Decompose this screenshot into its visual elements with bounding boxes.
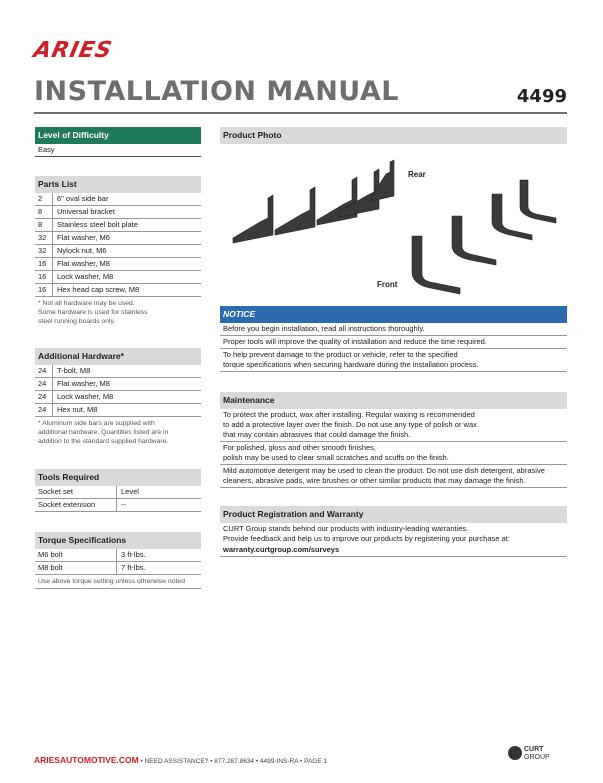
difficulty-section bbox=[35, 127, 201, 157]
registration-section bbox=[220, 506, 567, 557]
page-title: INSTALLATION MANUAL bbox=[34, 76, 399, 107]
cell-second: 7 ft-lbs. bbox=[116, 562, 198, 574]
warranty-link[interactable]: warranty.curtgroup.com/surveys bbox=[220, 545, 567, 557]
footer-site-link[interactable]: ARIESAUTOMOTIVE.COM bbox=[34, 755, 139, 765]
curt-logo-icon bbox=[508, 746, 522, 760]
cell-second: -- bbox=[116, 499, 198, 511]
cell-second: Lock washer, M8 bbox=[52, 391, 198, 403]
cell-second: Universal bracket bbox=[52, 206, 198, 218]
registration-heading: Product Registration and Warranty bbox=[220, 506, 567, 523]
cell-second: Stainless steel bolt plate bbox=[52, 219, 198, 231]
cell-first: 24 bbox=[38, 405, 47, 414]
product-photo-section bbox=[220, 127, 567, 309]
maintenance-paragraph: To protect the product, wax after installing. Regular waxing is recommended to add a protective layer over the finish. Do not use any type of polish or wax that may contain abrasives that could damage the finish. bbox=[220, 409, 567, 442]
cell-first: 24 bbox=[38, 366, 47, 375]
table-row bbox=[35, 193, 201, 206]
table-row bbox=[35, 271, 201, 284]
curt-brand-bottom: GROUP bbox=[524, 754, 550, 761]
cell-second: Nylock nut, M6 bbox=[52, 245, 198, 257]
torque-note: Use above torque setting unless otherwise noted bbox=[35, 575, 201, 589]
registration-text: CURT Group stands behind our products with industry-leading warranties. Provide feedback and help us to improve our products by registering your purchase at: bbox=[223, 524, 510, 543]
cell-first: 16 bbox=[38, 259, 47, 268]
front-label: Front bbox=[377, 280, 398, 289]
table-row bbox=[35, 284, 201, 297]
bracket-photo bbox=[220, 144, 567, 304]
cell-first: 2 bbox=[38, 194, 43, 203]
notice-paragraph: Proper tools will improve the quality of installation and reduce the time required. bbox=[220, 336, 567, 349]
table-row bbox=[35, 206, 201, 219]
cell-second: Hex nut, M8 bbox=[52, 404, 198, 416]
maintenance-paragraph: For polished, gloss and other smooth finishes, polish may be used to clear small scratches and scuffs on the finish. bbox=[220, 442, 567, 465]
cell-first: 8 bbox=[38, 207, 43, 216]
table-row bbox=[35, 486, 201, 499]
rear-label: Rear bbox=[408, 170, 426, 179]
parts-list-section bbox=[35, 176, 201, 328]
table-row bbox=[35, 365, 201, 378]
maintenance-paragraph: Mild automotive detergent may be used to clean the product. Do not use dish detergent, abrasive cleaners, abrasive pads, wire brushes or other similar products that may damage the finish. bbox=[220, 465, 567, 488]
table-row bbox=[35, 562, 201, 575]
cell-second: 6" oval side bar bbox=[52, 193, 198, 205]
tools-heading: Tools Required bbox=[35, 469, 201, 486]
cell-first: Socket set bbox=[38, 487, 74, 496]
cell-second: 3 ft-lbs. bbox=[116, 549, 198, 561]
cell-first: 24 bbox=[38, 379, 47, 388]
table-row bbox=[35, 549, 201, 562]
notice-paragraph: Before you begin installation, read all instructions thoroughly. bbox=[220, 323, 567, 336]
table-row bbox=[35, 232, 201, 245]
difficulty-heading: Level of Difficulty bbox=[35, 127, 201, 144]
footer-text: • NEED ASSISTANCE? • 877.287.8634 • 4499-INS-RA • PAGE 1 bbox=[138, 758, 328, 765]
footer bbox=[34, 755, 327, 765]
cell-second: Flat washer, M8 bbox=[52, 378, 198, 390]
part-number: 4499 bbox=[516, 86, 567, 107]
parts-note: * Not all hardware may be used. Some hardware is used for stainless steel running boards only. bbox=[38, 300, 148, 325]
aries-logo: ARIES bbox=[31, 38, 115, 63]
curt-brand-top: CURT bbox=[524, 746, 544, 753]
cell-second: Flat washer, M6 bbox=[52, 232, 198, 244]
table-row bbox=[35, 378, 201, 391]
cell-first: Socket extension bbox=[38, 500, 96, 509]
cell-first: 8 bbox=[38, 220, 43, 229]
cell-second: Level bbox=[116, 486, 198, 498]
cell-first: 32 bbox=[38, 246, 47, 255]
cell-second: Lock washer, M8 bbox=[52, 271, 198, 283]
torque-heading: Torque Specifications bbox=[35, 532, 201, 549]
table-row bbox=[35, 219, 201, 232]
title-rule bbox=[34, 112, 567, 114]
additional-hardware-note: * Aluminum side bars are supplied with additional hardware. Quantities listed are in addition to the standard supplied hardware. bbox=[38, 420, 169, 445]
difficulty-value: Easy bbox=[35, 144, 201, 157]
torque-section bbox=[35, 532, 201, 589]
cell-first: 24 bbox=[38, 392, 47, 401]
cell-first: 32 bbox=[38, 233, 47, 242]
cell-second: Flat washer, M8 bbox=[52, 258, 198, 270]
table-row bbox=[35, 499, 201, 512]
tools-section bbox=[35, 469, 201, 512]
table-row bbox=[35, 391, 201, 404]
maintenance-heading: Maintenance bbox=[220, 392, 567, 409]
table-row bbox=[35, 245, 201, 258]
cell-first: M8 bolt bbox=[38, 563, 63, 572]
additional-hardware-heading: Additional Hardware* bbox=[35, 348, 201, 365]
additional-hardware-section bbox=[35, 348, 201, 448]
parts-list-heading: Parts List bbox=[35, 176, 201, 193]
cell-first: 16 bbox=[38, 285, 47, 294]
cell-first: M6 bolt bbox=[38, 550, 63, 559]
cell-second: Hex head cap screw, M8 bbox=[52, 284, 198, 296]
product-photo-heading: Product Photo bbox=[220, 127, 567, 144]
table-row bbox=[35, 258, 201, 271]
cell-second: T-bolt, M8 bbox=[52, 365, 198, 377]
curt-group-logo bbox=[524, 746, 550, 762]
notice-section bbox=[220, 306, 567, 372]
notice-heading: NOTICE bbox=[220, 306, 567, 323]
maintenance-section bbox=[220, 392, 567, 488]
cell-first: 16 bbox=[38, 272, 47, 281]
table-row bbox=[35, 404, 201, 417]
notice-paragraph: To help prevent damage to the product or vehicle, refer to the specified torque specifications when securing hardware during the installation process. bbox=[220, 349, 567, 372]
